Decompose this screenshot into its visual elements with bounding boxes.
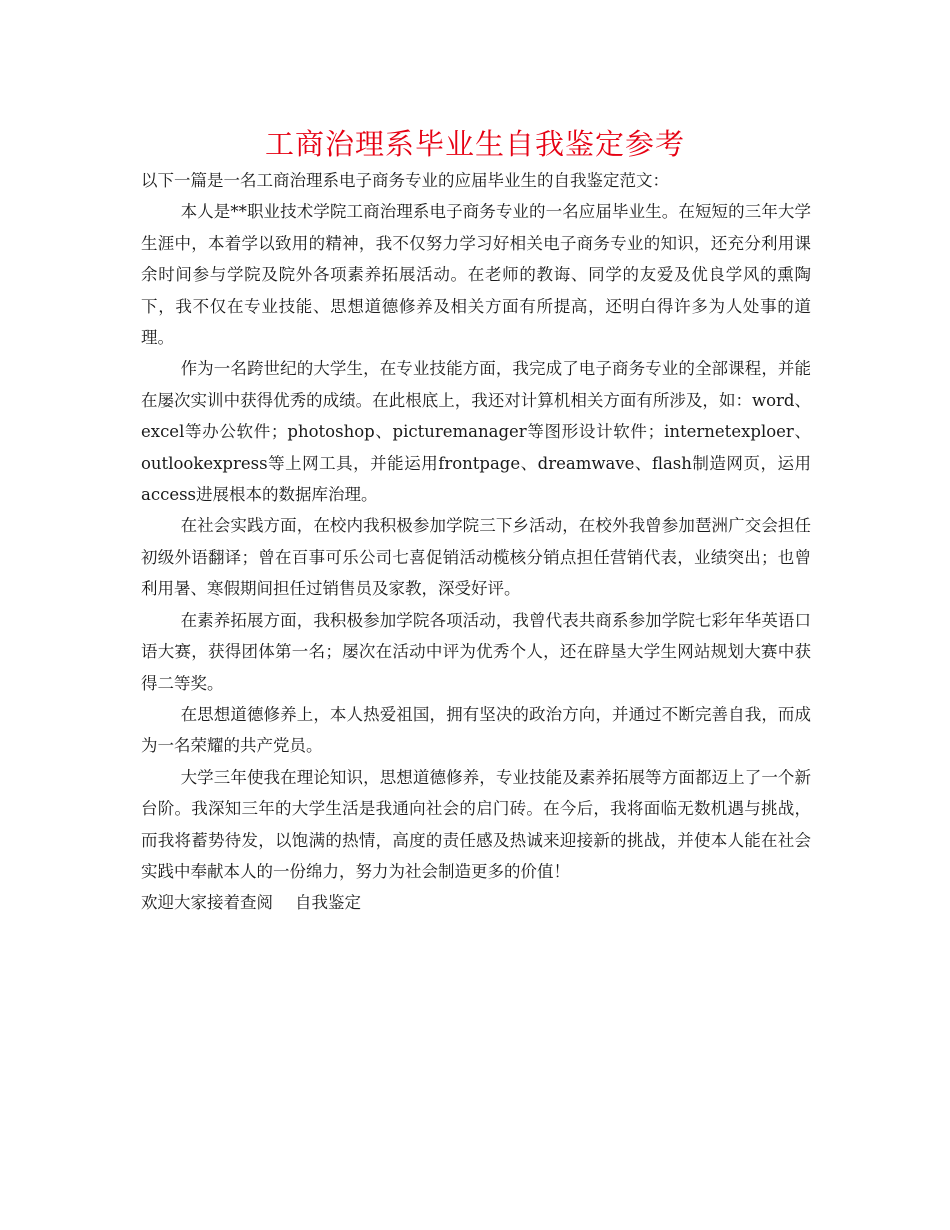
body-paragraph: 本人是**职业技术学院工商治理系电子商务专业的一名应届毕业生。在短短的三年大学生涯中，本着学以致用的精神，我不仅努力学习好相关电子商务专业的知识，还充分利用课余时间参与学院及院外各项素养拓展活动。在老师的教诲、同学的友爱及优良学风的熏陶下，我不仅在专业技能、思想道德修养及相关方面有所提高，还明白得许多为人处事的道理。 [141,202,811,348]
body-paragraph: 大学三年使我在理论知识，思想道德修养，专业技能及素养拓展等方面都迈上了一个新台阶。我深知三年的大学生活是我通向社会的启门砖。在今后，我将面临无数机遇与挑战，而我将蓄势待发，以饱满的热情，高度的责任感及热诚来迎接新的挑战，并使本人能在社会实践中奉献本人的一份绵力，努力为社会制造更多的价值！ [141,767,811,881]
body-paragraph: 在素养拓展方面，我积极参加学院各项活动，我曾代表共商系参加学院七彩年华英语口语大赛，获得团体第一名；屡次在活动中评为优秀个人，还在辟垦大学生网站规划大赛中获得二等奖。 [141,610,811,693]
footer-line [141,887,811,918]
document-body [141,165,811,919]
body-paragraph: 在社会实践方面，在校内我积极参加学院三下乡活动，在校外我曾参加琶洲广交会担任初级外语翻译；曾在百事可乐公司七喜促销活动榄核分销点担任营销代表，业绩突出；也曾利用暑、寒假期间担任过销售员及家教，深受好评。 [141,516,811,599]
document-title: 工商治理系毕业生自我鉴定参考 [264,127,685,161]
intro-paragraph: 以下一篇是一名工商治理系电子商务专业的应届毕业生的自我鉴定范文： [141,171,669,190]
footer-prefix: 欢迎大家接着查阅 [141,893,273,913]
body-paragraph: 作为一名跨世纪的大学生，在专业技能方面，我完成了电子商务专业的全部课程，并能在屡次实训中获得优秀的成绩。在此根底上，我还对计算机相关方面有所涉及，如：word、excel等办公软件；photoshop、picturemanager等图形设计软件；internetexploer、outlookexpress等上网工具，并能运用frontpage、dreamwave、flash制造网页，运用access进展根本的数据库治理。 [141,359,811,505]
footer-link[interactable]: 自我鉴定 [295,893,361,913]
body-paragraph: 在思想道德修养上，本人热爱祖国，拥有坚决的政治方向，并通过不断完善自我，而成为一名荣耀的共产党员。 [141,704,811,756]
